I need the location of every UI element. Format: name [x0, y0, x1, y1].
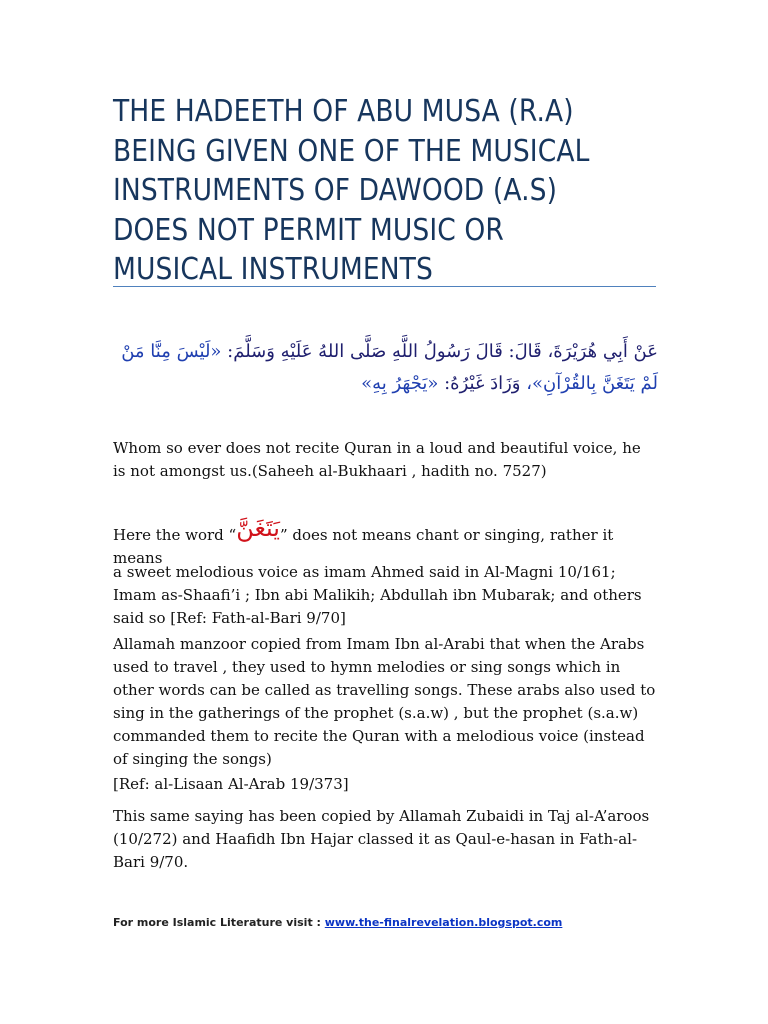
paragraph-zubaidi — [113, 805, 658, 874]
paragraph-reference — [113, 773, 658, 796]
arabic-quote: «لَيْسَ مِنَّا مَنْ لَمْ يَتَغَنَّ بِالقُرْآنِ»، — [121, 341, 658, 394]
paragraph-text: Whom so ever does not recite Quran in a loud and beautiful voice, he is not amongst us.(Saheeh al-Bukhaari , hadith no. 7527) — [113, 439, 641, 480]
paragraph-allamah-manzoor — [113, 633, 658, 771]
footer-label: For more Islamic Literature visit : — [113, 916, 325, 929]
arabic-hadith — [113, 336, 658, 400]
footer — [113, 916, 658, 929]
paragraph-translation — [113, 437, 658, 483]
paragraph-text-after: ” does not means chant or singing, rather it means — [113, 526, 614, 567]
title-divider — [113, 286, 656, 287]
footer-link[interactable]: www.the-finalrevelation.blogspot.com — [324, 916, 563, 929]
arabic-addition-quote: «يَجْهَرُ بِهِ» — [361, 373, 439, 394]
page-title: THE HADEETH OF ABU MUSA (R.A) BEING GIVEN ONE OF THE MUSICAL INSTRUMENTS OF DAWOOD (A.S) DOES NOT PERMIT MUSIC OR MUSICAL INSTRUMENTS — [113, 94, 590, 287]
paragraph-text-before: Here the word “ — [113, 526, 237, 544]
arabic-addition: وَزَادَ غَيْرُهُ: — [438, 373, 527, 394]
arabic-narration: عَنْ أَبِي هُرَيْرَةَ، قَالَ: قَالَ رَسُولُ اللَّهِ صَلَّى اللهُ عَلَيْهِ وَسَلَّمَ: — [221, 341, 658, 362]
arabic-word-highlight: يَتَغَنَّ — [236, 514, 280, 542]
paragraph-text: a sweet melodious voice as imam Ahmed said in Al-Magni 10/161; Imam as-Shaafi’i ; Ibn abi Malikih; Abdullah ibn Mubarak; and others said so [Ref: Fath-al-Bari 9/70] — [113, 563, 642, 627]
paragraph-text: This same saying has been copied by Allamah Zubaidi in Taj al-A’aroos (10/272) and Haafidh Ibn Hajar classed it as Qaul-e-hasan in Fath-al-Bari 9/70. — [113, 807, 650, 871]
paragraph-scholars — [113, 561, 658, 630]
paragraph-text: Allamah manzoor copied from Imam Ibn al-Arabi that when the Arabs used to travel , they used to hymn melodies or sing songs which in other words can be called as travelling songs. These arabs also used to sing in the gatherings of the prophet (s.a.w) , but the prophet (s.a.w) commanded them to recite the Quran with a melodious voice (instead of singing the songs) — [113, 635, 656, 768]
paragraph-text: [Ref: al-Lisaan Al-Arab 19/373] — [113, 775, 349, 793]
